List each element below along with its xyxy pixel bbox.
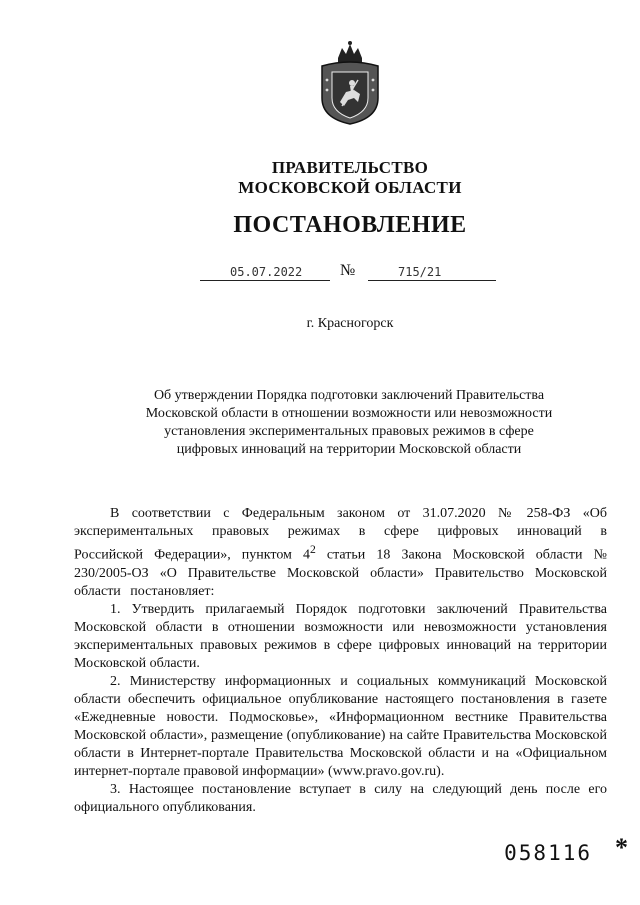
document-number: 715/21 (398, 265, 442, 279)
number-sign: № (340, 262, 356, 279)
document-body (74, 505, 607, 817)
clause-3: 3. Настоящее постановление вступает в силу на следующий день после его официального опубликования. (74, 781, 607, 815)
clause-1: 1. Утвердить прилагаемый Порядок подготовки заключений Правительства Московской области в отношении возможности или невозможности установления экспериментальных правовых режимов в сфере цифровых инноваций на территории Московской области. (74, 601, 607, 671)
number-underline (368, 280, 496, 281)
org-name-line1: ПРАВИТЕЛЬСТВО (271, 158, 429, 177)
preamble-text-b: статьи 18 Закона Московской области № 230/2005-ОЗ «О Правительстве Московской области» Правительство Московской области постановляет: (74, 547, 607, 599)
city: г. Красногорск (306, 316, 394, 331)
subject-line: установления экспериментальных правовых режимов в сфере (164, 424, 534, 439)
serial-number: 058116 (504, 841, 592, 865)
subject-line: цифровых инноваций на территории Московской области (176, 442, 522, 457)
date-number-line (200, 262, 500, 284)
clause-2: 2. Министерству информационных и социальных коммуникаций Московской области обеспечить официальное опубликование настоящего постановления в газете «Ежедневные новости. Подмосковье», «Информационном вестнике Правительства Московской области», размещение (опубликование) на сайте Правительства Московской области в Интернет-портале Правительства Московской области и на «Официальном интернет-портале правовой информации» (www.pravo.gov.ru). (74, 673, 607, 779)
subject-line: Московской области в отношении возможности или невозможности (145, 406, 553, 421)
document-type: ПОСТАНОВЛЕНИЕ (233, 212, 467, 238)
org-name-line2: МОСКОВСКОЙ ОБЛАСТИ (238, 178, 462, 197)
document-subject (110, 387, 588, 459)
preamble-paragraph (74, 505, 607, 601)
preamble-text-a: В соответствии с Федеральным законом от 31.07.2020 № 258-ФЗ «Об экспериментальных правовых режимах в сфере цифровых инноваций в Российской Федерации», пунктом 4 (74, 506, 607, 563)
serial-mark: * (615, 833, 628, 862)
document-date: 05.07.2022 (230, 265, 303, 279)
preamble-superscript: 2 (310, 543, 316, 556)
coat-of-arms-icon (316, 40, 384, 126)
date-underline (200, 280, 330, 281)
subject-line: Об утверждении Порядка подготовки заключений Правительства (153, 388, 545, 403)
